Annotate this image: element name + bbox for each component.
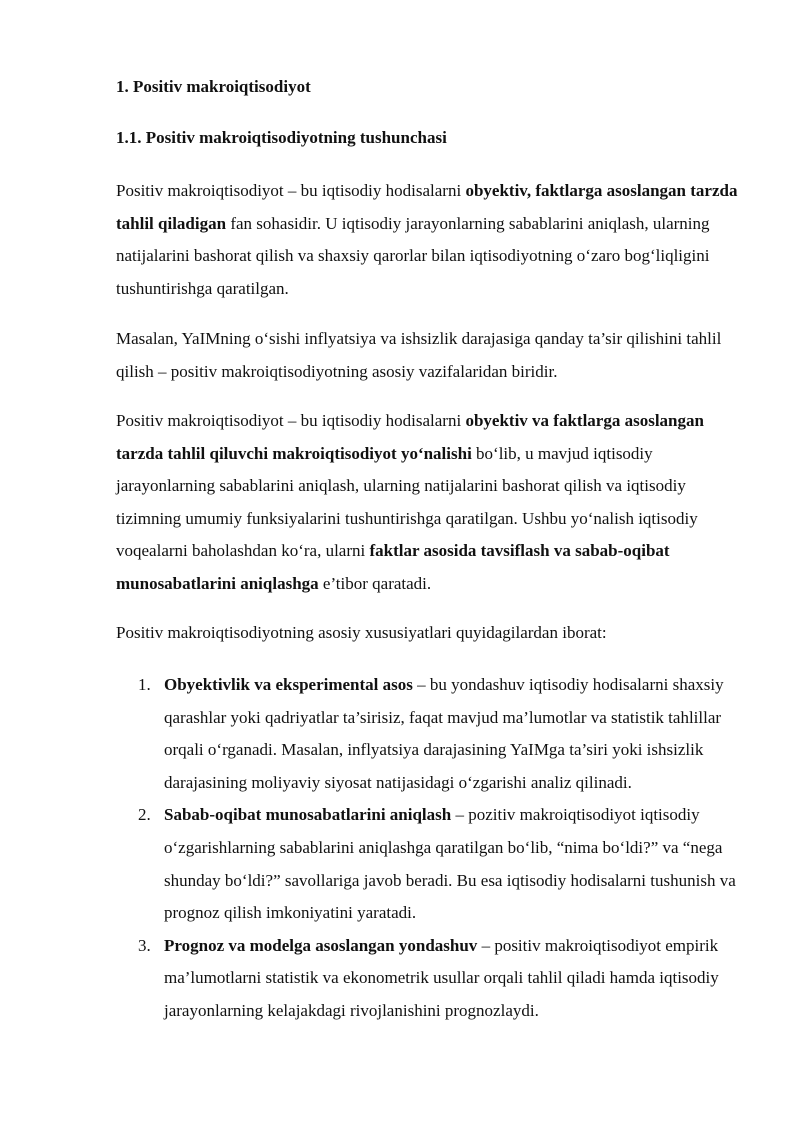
list-item-title: Sabab-oqibat munosabatlarini aniqlash	[164, 805, 452, 825]
bold-span: obyektiv va faktlarga asoslangan tarzda tahlil qiluvchi makroiqtisodiyot yo‘nalishi	[116, 411, 704, 463]
text-span: e’tibor qaratadi.	[318, 573, 432, 593]
list-item-text: – bu yondashuv iqtisodiy hodisalarni shaxsiy qarashlar yoki qadriyatlar ta’sirisiz, faqat mavjud ma’lumotlar va statistik tahlillar orqali o‘rganadi. Masalan, inflyatsiya darajasining YaIMga ta’siri yoki ishsizlik darajasining moliyaviy siyosat natijasidagi o‘zgarishi analiz qilinadi.	[164, 675, 724, 792]
subsection-heading: 1.1. Positiv makroiqtisodiyotning tushunchasi	[116, 128, 447, 147]
list-item	[116, 669, 746, 799]
list-item-title: Prognoz va modelga asoslangan yondashuv	[164, 935, 478, 955]
section-heading: 1. Positiv makroiqtisodiyot	[116, 77, 311, 96]
paragraph-example: Masalan, YaIMning o‘sishi inflyatsiya va ishsizlik darajasiga qanday ta’sir qilishini tahlil qilish – positiv makroiqtisodiyotning asosiy vazifalaridan biridir.	[116, 329, 722, 381]
bold-span: faktlar asosida tavsiflash va sabab-oqibat munosabatlarini aniqlashga	[116, 541, 670, 593]
list-number: 2.	[138, 805, 151, 825]
text-span: fan sohasidir. U iqtisodiy jarayonlarning sabablarini aniqlash, ularning natijalarini bashorat qilish va shaxsiy qarorlar bilan iqtisodiyotning o‘zaro bog‘liqligini tushuntirishga qaratilgan.	[116, 213, 710, 298]
bold-span: obyektiv, faktlarga asoslangan tarzda tahlil qiladigan	[116, 181, 738, 233]
list-item	[116, 799, 746, 929]
list-item	[116, 930, 746, 1028]
paragraph-definition	[116, 175, 746, 305]
list-item-text: – pozitiv makroiqtisodiyot iqtisodiy o‘zgarishlarning sabablarini aniqlashga qaratilgan bo‘lib, “nima bo‘ldi?” va “nega shunday bo‘ldi?” savollariga javob beradi. Bu esa iqtisodiy hodisalarni tushunish va prognoz qilish imkoniyatini yaratadi.	[164, 805, 736, 923]
paragraph-features-intro: Positiv makroiqtisodiyotning asosiy xususiyatlari quyidagilardan iborat:	[116, 623, 607, 642]
list-item-text: – positiv makroiqtisodiyot empirik ma’lumotlarni statistik va ekonometrik usullar orqali tahlil qiladi hamda iqtisodiy jarayonlarning kelajakdagi rivojlanishini prognozlaydi.	[164, 935, 719, 1020]
text-span: Positiv makroiqtisodiyot – bu iqtisodiy hodisalarni	[116, 181, 466, 200]
list-number: 1.	[138, 675, 151, 694]
list-item-title: Obyektivlik va eksperimental asos	[164, 675, 413, 694]
paragraph-direction	[116, 405, 746, 601]
list-number: 3.	[138, 935, 151, 955]
text-span: bo‘lib, u mavjud iqtisodiy jarayonlarning sabablarini aniqlash, ularning natijalarini bashorat qilish va iqtisodiy tizimning umumiy funksiyalarini tushuntirishga qaratilgan. Ushbu yo‘nalish iqtisodiy voqealarni baholashdan ko‘ra, ularni	[116, 443, 698, 561]
features-list	[116, 669, 746, 1028]
text-span: Positiv makroiqtisodiyot – bu iqtisodiy hodisalarni	[116, 411, 466, 430]
